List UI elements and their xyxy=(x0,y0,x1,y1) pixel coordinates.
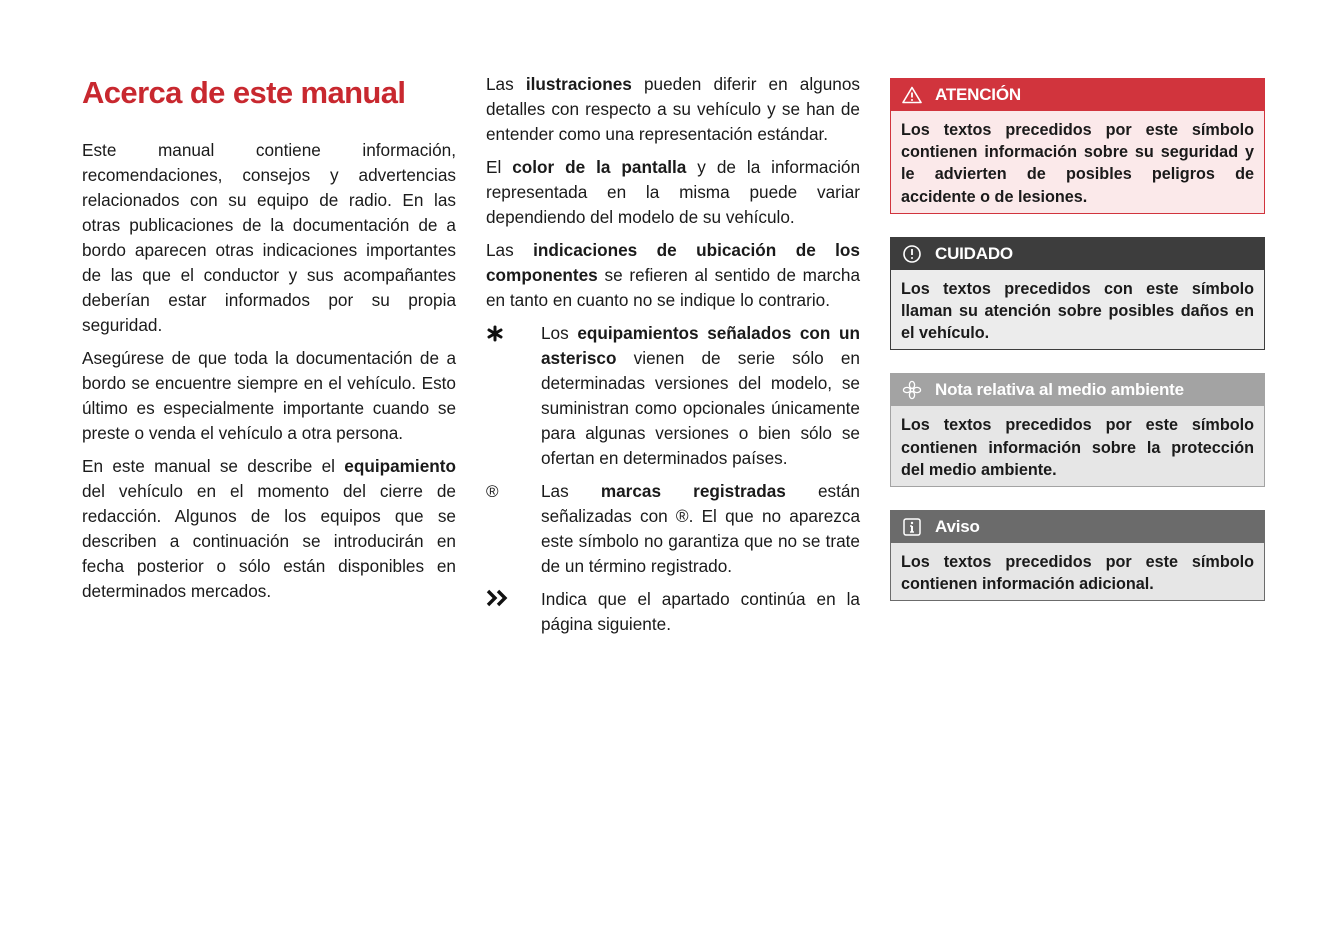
asterisk-icon xyxy=(486,321,541,343)
text-span: El xyxy=(486,157,513,177)
text-span: En este manual se describe el xyxy=(82,456,345,476)
registered-icon: ® xyxy=(486,482,499,501)
bold-term: equipamiento xyxy=(344,456,456,476)
bold-term: marcas registradas xyxy=(600,481,786,501)
text-span: Las xyxy=(541,481,601,501)
caution-box xyxy=(890,237,1265,351)
exclamation-circle-icon xyxy=(901,243,923,265)
registered-text xyxy=(541,479,860,579)
bold-term: indicaciones de ubicación de los componentes xyxy=(486,240,860,285)
continue-text: Indica que el apartado continúa en la página siguiente. xyxy=(541,589,860,634)
info-icon xyxy=(901,516,923,538)
environment-box-header xyxy=(891,374,1264,406)
illustrations-paragraph xyxy=(486,72,860,147)
text-span: Las xyxy=(486,74,526,94)
screen-color-paragraph xyxy=(486,155,860,230)
bold-term: color de la pantalla xyxy=(512,157,687,177)
intro-paragraph: Este manual contiene información, recomendaciones, consejos y advertencias relacionados con su equipo de radio. En las otras publicaciones de la documentación de a bordo aparecen otras indicaciones importantes de las que el conductor y sus acompañantes deberían estar informados por su propia seguridad. xyxy=(82,140,456,335)
warning-box-text: Los textos precedidos por este símbolo contienen información sobre su seguridad y le advierten de posibles peligros de accidente o de lesiones. xyxy=(891,111,1264,213)
page-title: Acerca de este manual xyxy=(82,75,406,110)
warning-box xyxy=(890,78,1265,214)
text-span: Las xyxy=(486,240,534,260)
environment-box-text: Los textos precedidos por este símbolo contienen información sobre la protección del medio ambiente. xyxy=(891,406,1264,486)
text-span: se refieren al sentido de marcha en tanto en cuanto no se indique lo contrario. xyxy=(486,265,860,310)
text-span: pueden diferir en algunos detalles con respecto a su vehículo y se han de entender como una representación estándar. xyxy=(486,74,860,144)
asterisk-item xyxy=(486,321,860,471)
asterisk-text xyxy=(541,321,860,471)
note-box-title: Aviso xyxy=(935,517,980,537)
environment-box-title: Nota relativa al medio ambiente xyxy=(935,380,1184,400)
caution-box-header xyxy=(891,238,1264,270)
double-chevron-icon xyxy=(486,587,541,609)
location-paragraph xyxy=(486,238,860,313)
text-span: vienen de serie sólo en determinadas versiones del modelo, se suministran como opcionales únicamente para algunas versiones o bien sólo se ofertan en determinados países. xyxy=(541,348,860,468)
note-box-text: Los textos precedidos por este símbolo contienen información adicional. xyxy=(891,543,1264,600)
registered-item xyxy=(486,479,860,579)
caution-box-title: CUIDADO xyxy=(935,243,1013,263)
bold-term: equipamientos señalados con un asterisco xyxy=(541,323,860,368)
column-left xyxy=(82,72,456,612)
bold-term: ilustraciones xyxy=(525,74,632,94)
column-middle xyxy=(486,72,860,645)
flower-icon xyxy=(901,379,923,401)
continue-item xyxy=(486,587,860,637)
documentation-paragraph: Asegúrese de que toda la documentación de a bordo se encuentre siempre en el vehículo. Esto último es especialmente importante cuando se preste o venda el vehículo a otra persona. xyxy=(82,348,456,443)
warning-triangle-icon xyxy=(901,84,923,106)
warning-box-header xyxy=(891,79,1264,111)
equipment-paragraph xyxy=(82,454,456,604)
column-right xyxy=(890,78,1265,624)
text-span: del vehículo en el momento del cierre de redacción. Algunos de los equipos que se describen a continuación se introducirán en fecha posterior o sólo están disponibles en determinados mercados. xyxy=(82,481,456,601)
environment-box xyxy=(890,373,1265,487)
text-span: y de la información representada en la misma puede variar dependiendo del modelo de su vehículo. xyxy=(486,157,861,227)
text-span: están señalizadas con ®. El que no aparezca este símbolo no garantiza que no se trate de un término registrado. xyxy=(541,481,860,576)
warning-box-title: ATENCIÓN xyxy=(935,85,1021,104)
text-span: Los xyxy=(541,323,578,343)
note-box-header xyxy=(891,511,1264,543)
caution-box-text: Los textos precedidos con este símbolo llaman su atención sobre posibles daños en el vehículo. xyxy=(891,270,1264,350)
note-box xyxy=(890,510,1265,601)
